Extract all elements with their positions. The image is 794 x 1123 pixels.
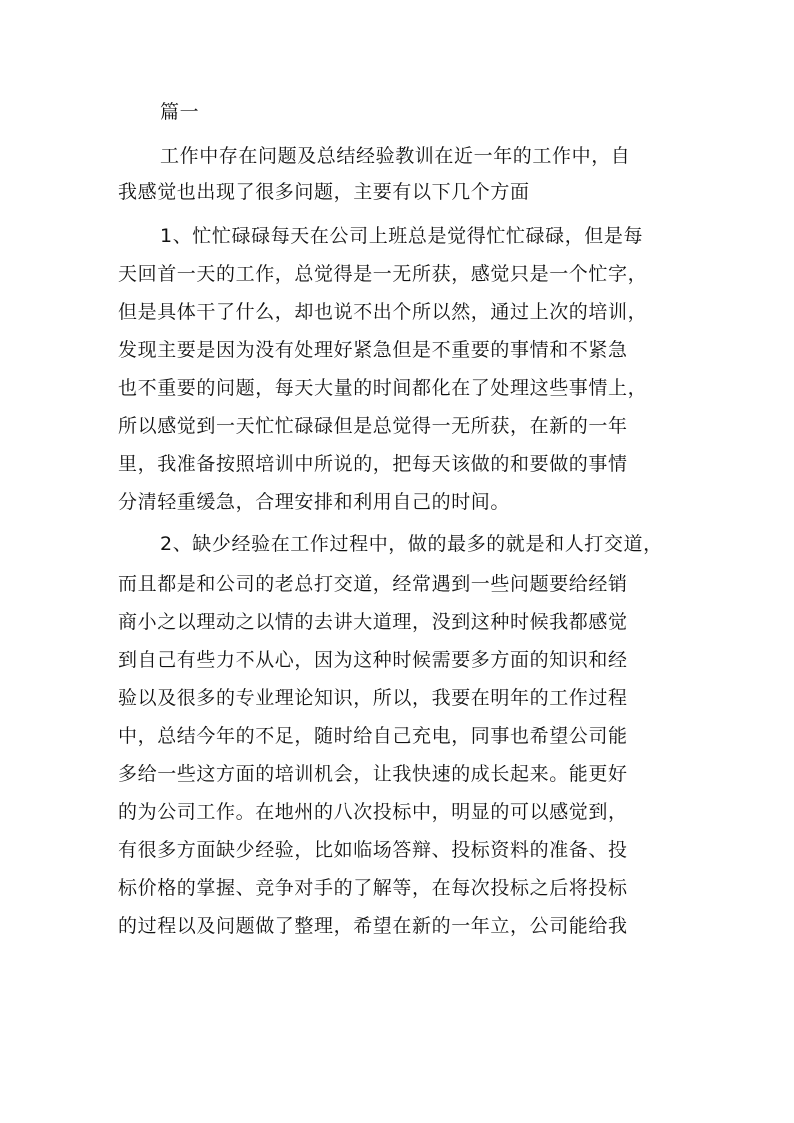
paragraph-line: 里，我准备按照培训中所说的，把每天该做的和要做的事情 (118, 453, 628, 475)
paragraph-line: 分清轻重缓急，合理安排和利用自己的时间。 (118, 491, 511, 513)
paragraph-line: 有很多方面缺少经验，比如临场答辩、投标资料的准备、投 (118, 839, 628, 861)
paragraph-line: 而且都是和公司的老总打交道，经常遇到一些问题要给经销 (118, 573, 628, 595)
paragraph-line: 的为公司工作。在地州的八次投标中，明显的可以感觉到， (118, 801, 628, 823)
paragraph-line: 天回首一天的工作，总觉得是一无所获，感觉只是一个忙字， (118, 263, 648, 285)
paragraph-line: 标价格的掌握、竞争对手的了解等，在每次投标之后将投标 (118, 877, 628, 899)
paragraph-line: 1、忙忙碌碌每天在公司上班总是觉得忙忙碌碌，但是每 (160, 225, 644, 247)
paragraph-line: 商小之以理动之以情的去讲大道理，没到这种时候我都感觉 (118, 611, 628, 633)
paragraph-line: 我感觉也出现了很多问题，主要有以下几个方面 (118, 181, 530, 203)
paragraph-line: 也不重要的问题，每天大量的时间都化在了处理这些事情上， (118, 377, 648, 399)
paragraph-line: 的过程以及问题做了整理，希望在新的一年立，公司能给我 (118, 915, 628, 937)
paragraph-line: 验以及很多的专业理论知识，所以，我要在明年的工作过程 (118, 687, 628, 709)
paragraph-line: 但是具体干了什么，却也说不出个所以然，通过上次的培训， (118, 301, 648, 323)
paragraph-line: 工作中存在问题及总结经验教训在近一年的工作中，自 (160, 145, 631, 167)
document-heading: 篇一 (160, 101, 200, 123)
paragraph-line: 中，总结今年的不足，随时给自己充电，同事也希望公司能 (118, 725, 628, 747)
paragraph-line: 所以感觉到一天忙忙碌碌但是总觉得一无所获，在新的一年 (118, 415, 628, 437)
paragraph-line: 发现主要是因为没有处理好紧急但是不重要的事情和不紧急 (118, 339, 628, 361)
paragraph-line: 到自己有些力不从心，因为这种时候需要多方面的知识和经 (118, 649, 628, 671)
paragraph-line: 多给一些这方面的培训机会，让我快速的成长起来。能更好 (118, 763, 628, 785)
paragraph-line: 2、缺少经验在工作过程中，做的最多的就是和人打交道， (160, 533, 663, 555)
